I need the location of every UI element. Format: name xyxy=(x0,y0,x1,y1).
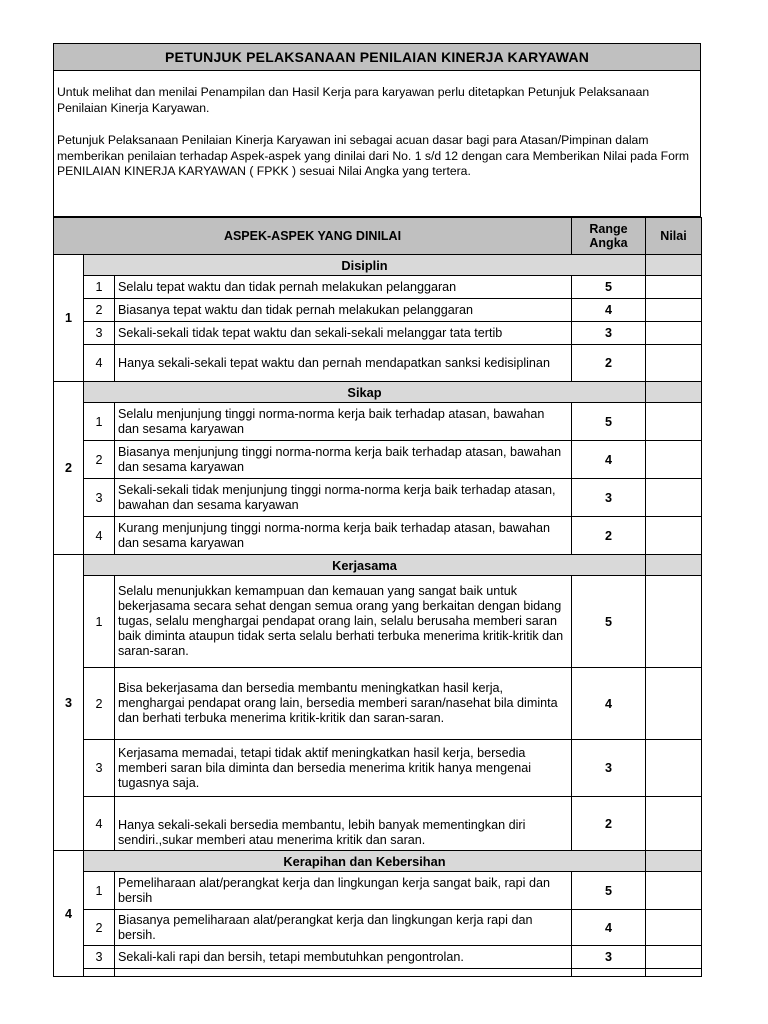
item-description: Biasanya pemeliharaan alat/perangkat kerja dan lingkungan kerja rapi dan bersih. xyxy=(115,910,572,946)
item-range: 3 xyxy=(572,322,646,345)
table-row xyxy=(54,322,702,345)
category-nilai-cell xyxy=(646,382,702,403)
table-row xyxy=(54,517,702,555)
item-number: 3 xyxy=(84,740,115,797)
item-range: 5 xyxy=(572,403,646,441)
section-number: 1 xyxy=(54,255,84,382)
nilai-input-cell[interactable] xyxy=(646,668,702,740)
table-row xyxy=(54,946,702,969)
item-range: 5 xyxy=(572,576,646,668)
item-number: 4 xyxy=(84,517,115,555)
item-number: 1 xyxy=(84,872,115,910)
category-nilai-cell xyxy=(646,255,702,276)
table-row xyxy=(54,740,702,797)
item-description: Selalu menunjukkan kemampuan dan kemauan yang sangat baik untuk bekerjasama secara sehat dengan semua orang yang berkaitan dengan bidang tugas, selalu menghargai pendapat orang lain, selalu berusaha memberi saran baik diminta ataupun tidak serta selalu berhati terbuka menerima kritik-kritik dan saran-saran. xyxy=(115,576,572,668)
item-description: Kurang menjunjung tinggi norma-norma kerja baik terhadap atasan, bawahan dan sesama karyawan xyxy=(115,517,572,555)
nilai-input-cell[interactable] xyxy=(646,441,702,479)
table-row xyxy=(54,403,702,441)
item-number: 2 xyxy=(84,299,115,322)
document-sheet xyxy=(53,43,701,977)
continuation-cell xyxy=(646,969,702,977)
table-header xyxy=(54,218,702,255)
section-number: 3 xyxy=(54,555,84,851)
nilai-input-cell[interactable] xyxy=(646,872,702,910)
nilai-input-cell[interactable] xyxy=(646,479,702,517)
table-row xyxy=(54,479,702,517)
section-number: 4 xyxy=(54,851,84,977)
section-4-category-row xyxy=(54,851,702,872)
table-row xyxy=(54,276,702,299)
item-number: 4 xyxy=(84,797,115,851)
item-range: 2 xyxy=(572,797,646,851)
item-number: 1 xyxy=(84,276,115,299)
item-range: 5 xyxy=(572,276,646,299)
item-number: 2 xyxy=(84,668,115,740)
section-1-category-row xyxy=(54,255,702,276)
item-number: 1 xyxy=(84,403,115,441)
table-row xyxy=(54,668,702,740)
category-label: Sikap xyxy=(84,382,646,403)
item-range: 3 xyxy=(572,479,646,517)
nilai-input-cell[interactable] xyxy=(646,946,702,969)
table-row-continuation xyxy=(54,969,702,977)
item-description: Kerjasama memadai, tetapi tidak aktif meningkatkan hasil kerja, bersedia memberi saran bila diminta dan bersedia menerima kritik hanya mengenai tugasnya saja. xyxy=(115,740,572,797)
item-description: Sekali-sekali tidak tepat waktu dan sekali-sekali melanggar tata tertib xyxy=(115,322,572,345)
item-description: Bisa bekerjasama dan bersedia membantu meningkatkan hasil kerja, menghargai pendapat orang lain, bersedia memberi saran/nasehat bila diminta dan berhati terbuka menerima kritik-kritik dan saran-saran. xyxy=(115,668,572,740)
item-range: 5 xyxy=(572,872,646,910)
nilai-input-cell[interactable] xyxy=(646,345,702,382)
category-nilai-cell xyxy=(646,851,702,872)
header-range-line1: Range xyxy=(589,222,628,236)
continuation-cell xyxy=(115,969,572,977)
document-title: PETUNJUK PELAKSANAAN PENILAIAN KINERJA KARYAWAN xyxy=(53,43,701,71)
nilai-input-cell[interactable] xyxy=(646,276,702,299)
nilai-input-cell[interactable] xyxy=(646,517,702,555)
item-description: Biasanya menjunjung tinggi norma-norma kerja baik terhadap atasan, bawahan dan sesama karyawan xyxy=(115,441,572,479)
intro-block xyxy=(53,71,701,217)
assessment-table xyxy=(53,217,702,977)
item-range: 2 xyxy=(572,345,646,382)
item-number: 2 xyxy=(84,441,115,479)
item-range: 3 xyxy=(572,946,646,969)
category-nilai-cell xyxy=(646,555,702,576)
table-row xyxy=(54,872,702,910)
table-row xyxy=(54,299,702,322)
item-range: 3 xyxy=(572,740,646,797)
item-description: Hanya sekali-sekali bersedia membantu, lebih banyak mementingkan diri sendiri.,sukar memberi atau menerima kritik dan saran. xyxy=(115,797,572,851)
section-2-category-row xyxy=(54,382,702,403)
header-aspek: ASPEK-ASPEK YANG DINILAI xyxy=(54,218,572,255)
item-description: Sekali-kali rapi dan bersih, tetapi membutuhkan pengontrolan. xyxy=(115,946,572,969)
item-range: 4 xyxy=(572,668,646,740)
nilai-input-cell[interactable] xyxy=(646,576,702,668)
item-number: 1 xyxy=(84,576,115,668)
item-description: Sekali-sekali tidak menjunjung tinggi norma-norma kerja baik terhadap atasan, bawahan dan sesama karyawan xyxy=(115,479,572,517)
continuation-cell xyxy=(572,969,646,977)
intro-paragraph-2: Petunjuk Pelaksanaan Penilaian Kinerja Karyawan ini sebagai acuan dasar bagi para Atasan/Pimpinan dalam memberikan penilaian terhadap Aspek-aspek yang dinilai dari No. 1 s/d 12 dengan cara Memberikan Nilai pada Form PENILAIAN KINERJA KARYAWAN ( FPKK ) sesuai Nilai Angka yang tertera. xyxy=(57,133,690,178)
table-row xyxy=(54,910,702,946)
nilai-input-cell[interactable] xyxy=(646,740,702,797)
section-number: 2 xyxy=(54,382,84,555)
item-number: 3 xyxy=(84,479,115,517)
item-range: 2 xyxy=(572,517,646,555)
table-row xyxy=(54,576,702,668)
header-nilai: Nilai xyxy=(646,218,702,255)
nilai-input-cell[interactable] xyxy=(646,910,702,946)
item-number: 3 xyxy=(84,946,115,969)
item-description: Pemeliharaan alat/perangkat kerja dan lingkungan kerja sangat baik, rapi dan bersih xyxy=(115,872,572,910)
section-3-category-row xyxy=(54,555,702,576)
continuation-cell xyxy=(84,969,115,977)
item-description: Biasanya tepat waktu dan tidak pernah melakukan pelanggaran xyxy=(115,299,572,322)
category-label: Disiplin xyxy=(84,255,646,276)
intro-paragraph-1: Untuk melihat dan menilai Penampilan dan Hasil Kerja para karyawan perlu ditetapkan Petunjuk Pelaksanaan Penilaian Kinerja Karyawan. xyxy=(57,85,650,115)
item-description: Selalu tepat waktu dan tidak pernah melakukan pelanggaran xyxy=(115,276,572,299)
header-range-line2: Angka xyxy=(589,236,628,250)
nilai-input-cell[interactable] xyxy=(646,299,702,322)
nilai-input-cell[interactable] xyxy=(646,403,702,441)
item-range: 4 xyxy=(572,441,646,479)
table-row xyxy=(54,345,702,382)
item-description: Selalu menjunjung tinggi norma-norma kerja baik terhadap atasan, bawahan dan sesama karyawan xyxy=(115,403,572,441)
nilai-input-cell[interactable] xyxy=(646,322,702,345)
table-row xyxy=(54,441,702,479)
item-range: 4 xyxy=(572,910,646,946)
header-range xyxy=(572,218,646,255)
table-row xyxy=(54,797,702,851)
item-number: 3 xyxy=(84,322,115,345)
category-label: Kerapihan dan Kebersihan xyxy=(84,851,646,872)
nilai-input-cell[interactable] xyxy=(646,797,702,851)
item-description: Hanya sekali-sekali tepat waktu dan pernah mendapatkan sanksi kedisiplinan xyxy=(115,345,572,382)
category-label: Kerjasama xyxy=(84,555,646,576)
item-range: 4 xyxy=(572,299,646,322)
item-number: 2 xyxy=(84,910,115,946)
item-number: 4 xyxy=(84,345,115,382)
